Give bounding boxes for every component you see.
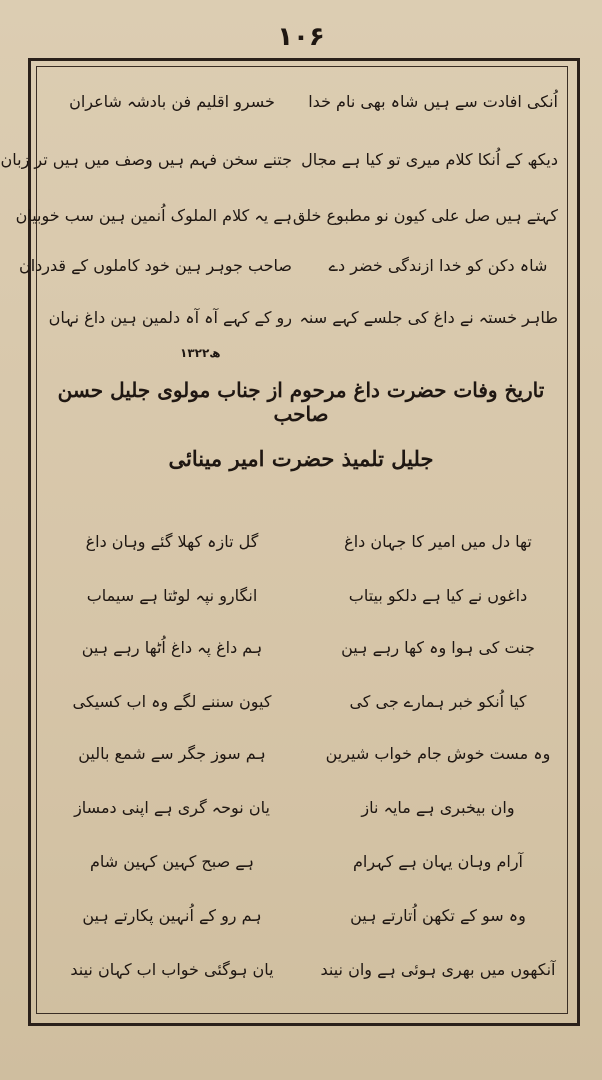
lower-verse-left: ہم رو کے اُنہین پکارتے ہین bbox=[82, 906, 262, 925]
lower-verse-right: آرام وہان یہان ہے کہرام bbox=[353, 852, 523, 871]
upper-verse-right: دیکھ کے اُنکا کلام میری تو کیا ہے مجال bbox=[301, 150, 558, 169]
lower-verse-right: وان بیخبری ہے مایہ ناز bbox=[361, 798, 515, 817]
lower-verse-right: داغوں نے کیا ہے دلکو بیتاب bbox=[348, 586, 528, 605]
lower-verse-left: یان نوحہ گری ہے اپنی دمساز bbox=[74, 798, 270, 817]
elegy-subtitle: جلیل تلمیذ حضرت امیر مینائی bbox=[168, 446, 434, 471]
lower-verse-left: گل تازہ کھلا گئے وہان داغ bbox=[85, 532, 259, 551]
elegy-title: تاریخ وفات حضرت داغ مرحوم از جناب مولوی جلیل حسن صاحب bbox=[57, 378, 545, 426]
upper-verse-right: کہتے ہیں صل علی کیون نو مطبوع خلق bbox=[292, 206, 558, 225]
lower-verse-left: ہم داغ پہ داغ اُٹھا رہے ہین bbox=[81, 638, 263, 657]
lower-verse-right: جنت کی ہوا وہ کھا رہے ہین bbox=[341, 638, 535, 657]
upper-verse-left: رو کے کہے آہ آہ دلمین ہین داغ نہان bbox=[48, 308, 292, 327]
lower-verse-left: ہم سوز جگر سے شمع بالین bbox=[78, 744, 266, 763]
date-note: ۱۳۲۲ھ bbox=[180, 346, 221, 360]
lower-verse-left: یان ہوگئی خواب اب کہان نیند bbox=[70, 960, 274, 979]
lower-verse-right: تھا دل میں امیر کا جہان داغ bbox=[344, 532, 532, 551]
lower-verse-right: وہ مست خوش جام خواب شیرین bbox=[325, 744, 551, 763]
upper-verse-left: صاحب جوہر ہین خود کاملوں کے قدردان bbox=[18, 256, 292, 275]
lower-verse-left: کیون سننے لگے وہ اب کسیکی bbox=[72, 692, 272, 711]
lower-verse-right: کیا اُنکو خبر ہمارے جی کی bbox=[349, 692, 527, 711]
upper-verse-left: ہے یہ کلام الملوک اُنمین ہین سب خوبیان bbox=[15, 206, 292, 225]
upper-verse-right: اُنکی افادت سے ہیں شاہ بھی نام خدا bbox=[308, 92, 558, 111]
lower-verse-left: انگارو نپہ لوٹتا ہے سیماب bbox=[86, 586, 258, 605]
lower-verse-left: ہے صبح کہین کہین شام bbox=[89, 852, 255, 871]
upper-verse-left: خسرو اقلیم فن بادشہ شاعران bbox=[69, 92, 275, 111]
upper-verse-left: جتنے سخن فہم ہیں وصف میں ہیں تر زبان bbox=[0, 150, 292, 169]
lower-verse-right: آنکھوں میں بھری ہوئی ہے وان نیند bbox=[320, 960, 556, 979]
lower-verse-right: وہ سو کے تکھن اُتارتے ہین bbox=[350, 906, 526, 925]
page-number: ۱۰۶ bbox=[277, 22, 325, 52]
upper-verse-right: شاہ دکن کو خدا ازندگی خضر دے bbox=[328, 256, 548, 275]
upper-verse-right: طاہر خستہ نے داغ کی جلسے کہے سنہ bbox=[299, 308, 558, 327]
